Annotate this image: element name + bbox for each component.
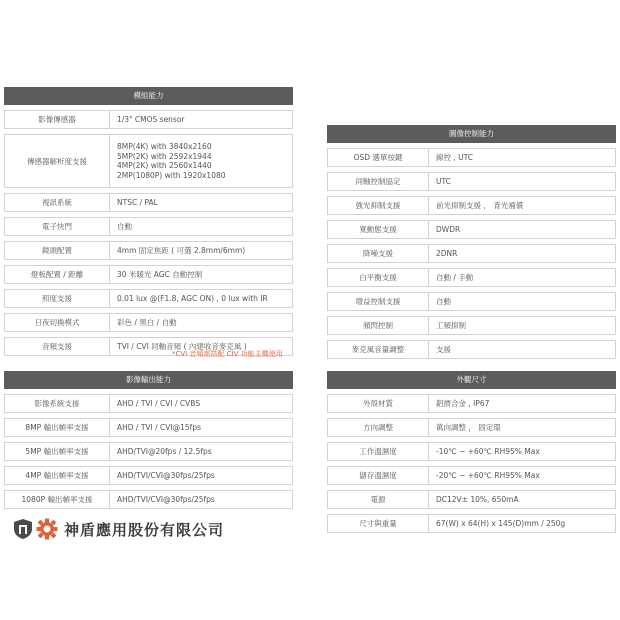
- spec-value: 2DNR: [436, 248, 458, 258]
- spec-value: AHD / TVI / CVI@15fps: [117, 422, 201, 432]
- spec-label: 視訊系統: [5, 194, 110, 211]
- spec-row: [327, 292, 616, 311]
- spec-label: 傳感器解析度支援: [5, 135, 110, 187]
- spec-label: 4MP 輸出幀率支援: [5, 467, 110, 484]
- spec-value: 自動 / 手動: [436, 272, 474, 282]
- spec-row: [327, 418, 616, 437]
- spec-row: [327, 466, 616, 485]
- spec-value: 4mm 固定焦距 ( 可選 2.8mm/6mm): [117, 245, 246, 255]
- spec-value: AHD/TVI/CVI@30fps/25fps: [117, 494, 215, 504]
- module-capability-section: [4, 87, 293, 356]
- spec-row: [4, 241, 293, 260]
- spec-value: DWDR: [436, 224, 461, 234]
- spec-value: 線控 , UTC: [436, 152, 474, 162]
- spec-label: 頻閃控制: [328, 317, 429, 334]
- spec-row: [327, 244, 616, 263]
- spec-label: 儲存溫濕度: [328, 467, 429, 484]
- module-capability-header: 模組能力: [4, 87, 293, 105]
- spec-row: [4, 394, 293, 413]
- spec-value: 自動: [436, 296, 451, 306]
- appearance-header: 外觀尺寸: [327, 371, 616, 389]
- spec-row: [327, 268, 616, 287]
- spec-label: 工作溫濕度: [328, 443, 429, 460]
- spec-row: [4, 466, 293, 485]
- spec-value: 彩色 / 黑白 / 自動: [117, 317, 177, 327]
- spec-row: [327, 196, 616, 215]
- brand-logo: [13, 518, 224, 540]
- spec-label: 方向調整: [328, 419, 429, 436]
- spec-row: [4, 418, 293, 437]
- spec-value: 30 米暖光 AGC 自動控制: [117, 269, 203, 279]
- spec-row: [4, 442, 293, 461]
- spec-value: 67(W) x 64(H) x 145(D)mm / 250g: [436, 518, 566, 528]
- spec-row: [4, 217, 293, 236]
- spec-value: 萬向調整 ， 固定環: [436, 422, 501, 432]
- spec-label: 照度支援: [5, 290, 110, 307]
- spec-value: 支援: [436, 344, 451, 354]
- spec-value: AHD/TVI@20fps / 12.5fps: [117, 446, 212, 456]
- spec-value: TVI / CVI 同軸音頻 ( 內建收音麥克風 ): [117, 341, 247, 351]
- spec-value: DC12V± 10%, 650mA: [436, 494, 519, 504]
- spec-row: [4, 490, 293, 509]
- spec-row: [327, 514, 616, 533]
- spec-label: 影像系統支援: [5, 395, 110, 412]
- spec-row: [327, 490, 616, 509]
- spec-label: 同軸控制協定: [328, 173, 429, 190]
- audio-note: *CVI 音頻需搭配 CIV 功能主機使用: [172, 350, 283, 358]
- spec-label: 5MP 輸出幀率支援: [5, 443, 110, 460]
- spec-row: [4, 313, 293, 332]
- spec-value: UTC: [436, 176, 451, 186]
- spec-value: 鋁擠合金 , IP67: [436, 398, 490, 408]
- spec-label: 尺寸與重量: [328, 515, 429, 532]
- spec-value: 1/3" CMOS sensor: [117, 114, 185, 124]
- spec-value: -10℃ ~ +60℃ RH95% Max: [436, 446, 540, 456]
- spec-label: 麥克風音量調整: [328, 341, 429, 358]
- spec-label: 音頻支援: [5, 338, 110, 355]
- spec-label: OSD 選單按鍵: [328, 149, 429, 166]
- video-output-section: [4, 371, 293, 509]
- spec-row: [4, 289, 293, 308]
- spec-row: [4, 193, 293, 212]
- spec-row: [4, 110, 293, 129]
- image-control-header: 圖像控制能力: [327, 125, 616, 143]
- spec-label: 1080P 輸出幀率支援: [5, 491, 110, 508]
- spec-value: -20℃ ~ +60℃ RH95% Max: [436, 470, 540, 480]
- spec-label: 電子快門: [5, 218, 110, 235]
- spec-label: 影像傳感器: [5, 111, 110, 128]
- spec-label: 燈板配置 / 距離: [5, 266, 110, 283]
- spec-row: [327, 442, 616, 461]
- spec-row: [4, 265, 293, 284]
- spec-row: [327, 394, 616, 413]
- spec-label: 寬動態支援: [328, 221, 429, 238]
- spec-label: 8MP 輸出幀率支援: [5, 419, 110, 436]
- spec-row: [327, 340, 616, 359]
- spec-label: 降噪支援: [328, 245, 429, 262]
- spec-label: 增益控制支援: [328, 293, 429, 310]
- appearance-section: [327, 371, 616, 533]
- spec-value: NTSC / PAL: [117, 197, 158, 207]
- spec-label: 鏡頭配置: [5, 242, 110, 259]
- shield-icon: [13, 518, 33, 540]
- spec-row: [327, 220, 616, 239]
- spec-value: 0.01 lux @(F1.8, AGC ON) , 0 lux with IR: [117, 293, 268, 303]
- spec-value: 自動: [117, 221, 132, 231]
- spec-label: 強光抑制支援: [328, 197, 429, 214]
- spec-value: 前光抑制支援 ， 背光補償: [436, 200, 524, 210]
- spec-label: 電源: [328, 491, 429, 508]
- spec-row: [4, 134, 293, 188]
- gear-icon: [36, 518, 58, 540]
- spec-value: AHD / TVI / CVI / CVBS: [117, 398, 201, 408]
- spec-label: 外殼材質: [328, 395, 429, 412]
- image-control-section: [327, 125, 616, 359]
- spec-value: 8MP(4K) with 3840x2160 5MP(2K) with 2592x1944 4MP(2K) with 2560x1440 2MP(1080P) with 1920x1080: [117, 142, 226, 180]
- spec-label: 日夜切換模式: [5, 314, 110, 331]
- spec-row: [327, 172, 616, 191]
- video-output-header: 影像輸出能力: [4, 371, 293, 389]
- spec-value: AHD/TVI/CVI@30fps/25fps: [117, 470, 215, 480]
- spec-label: 白平衡支援: [328, 269, 429, 286]
- spec-value: 工頻抑制: [436, 320, 466, 330]
- spec-row: [327, 148, 616, 167]
- spec-row: [327, 316, 616, 335]
- company-name: 神盾應用股份有限公司: [64, 520, 225, 539]
